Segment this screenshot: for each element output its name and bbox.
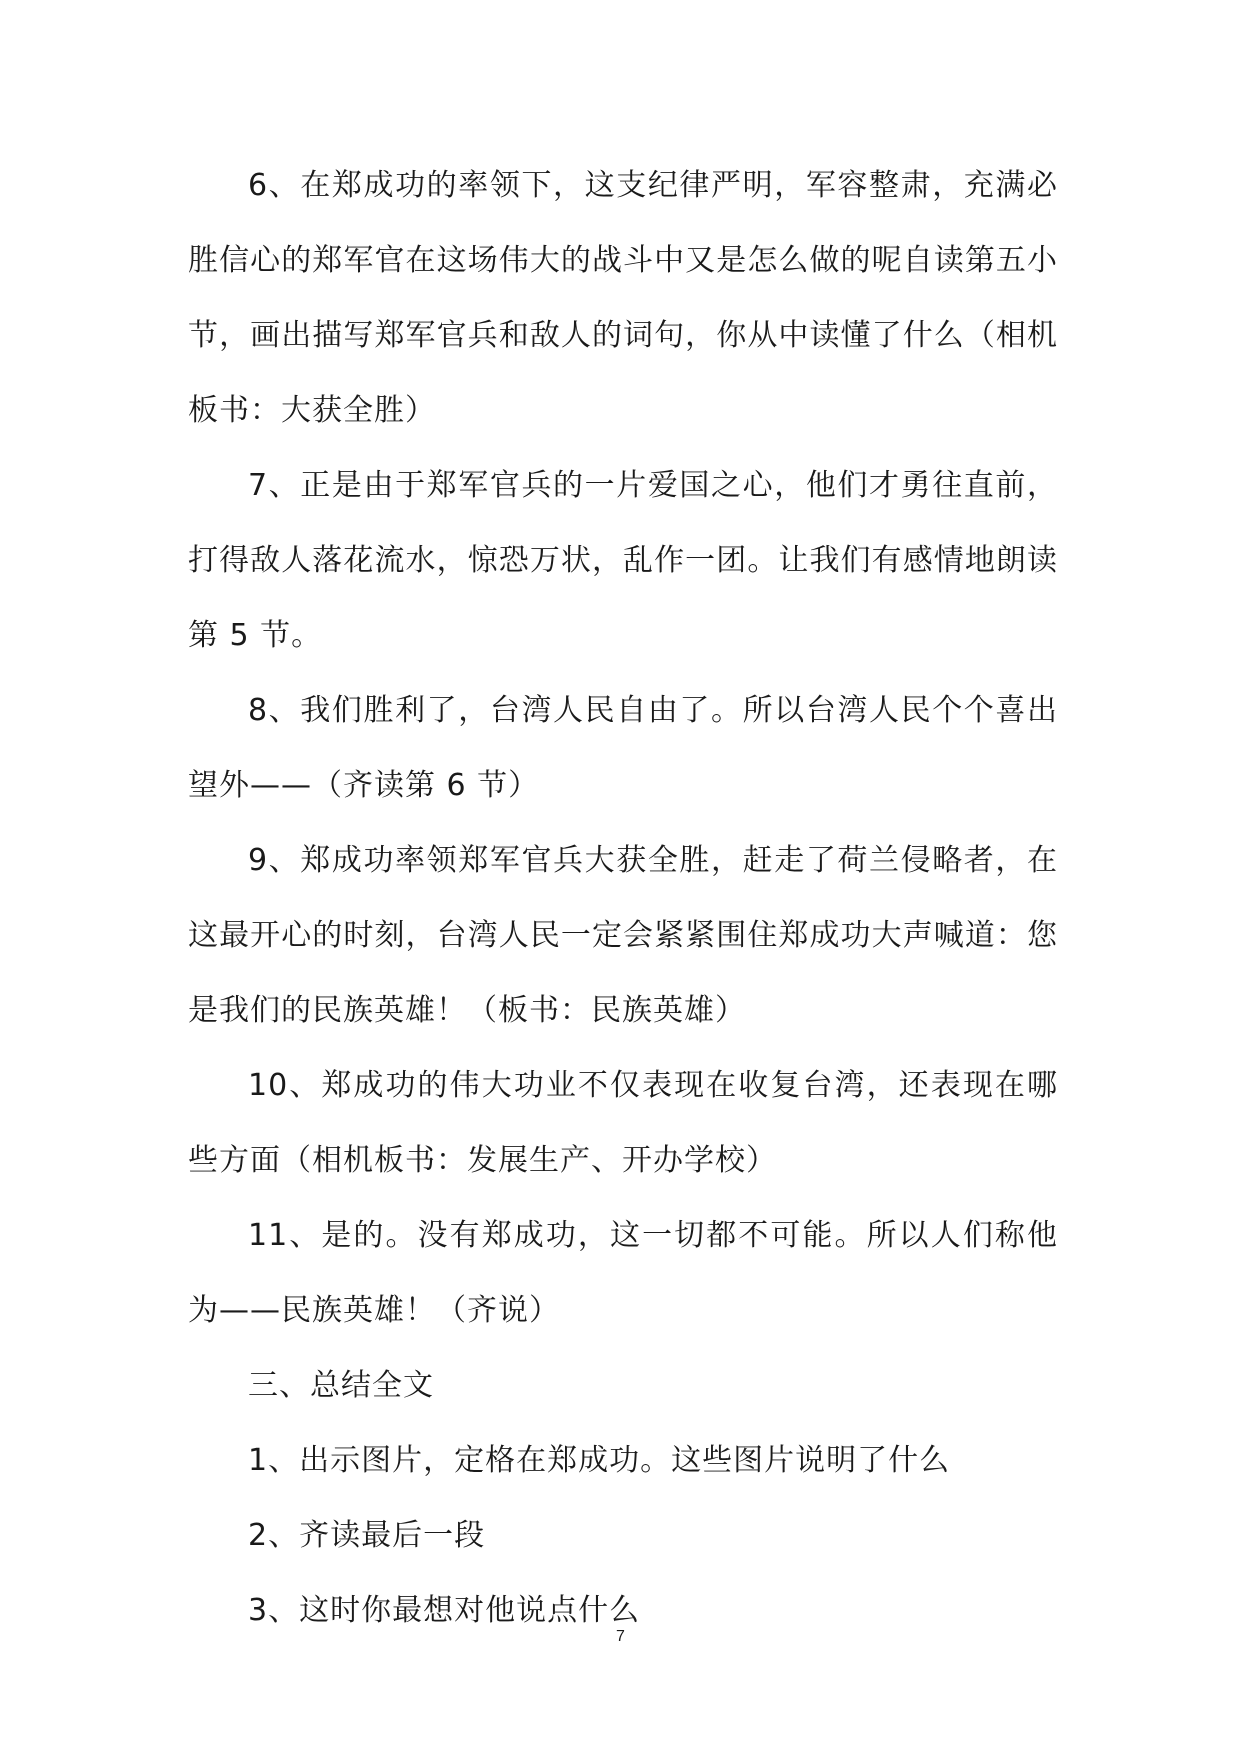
- paragraph-8: 8、我们胜利了，台湾人民自由了。所以台湾人民个个喜出望外——（齐读第 6 节）: [188, 693, 1058, 803]
- document-body: [188, 148, 1058, 1648]
- paragraph-11: 11、是的。没有郑成功，这一切都不可能。所以人们称他为——民族英雄！（齐说）: [188, 1218, 1058, 1328]
- paragraph-10: 10、郑成功的伟大功业不仅表现在收复台湾，还表现在哪些方面（相机板书：发展生产、开办学校）: [188, 1068, 1058, 1178]
- paragraph-6: 6、在郑成功的率领下，这支纪律严明，军容整肃，充满必胜信心的郑军官在这场伟大的战斗中又是怎么做的呢自读第五小节，画出描写郑军官兵和敌人的词句，你从中读懂了什么（相机板书：大获全胜）: [188, 168, 1058, 428]
- paragraph-9: 9、郑成功率领郑军官兵大获全胜，赶走了荷兰侵略者，在这最开心的时刻，台湾人民一定会紧紧围住郑成功大声喊道：您是我们的民族英雄！（板书：民族英雄）: [188, 843, 1058, 1028]
- summary-item-3: 3、这时你最想对他说点什么: [248, 1593, 641, 1628]
- page-number: 7: [616, 1628, 625, 1645]
- paragraph-7: 7、正是由于郑军官兵的一片爱国之心，他们才勇往直前，打得敌人落花流水，惊恐万状，乱作一团。让我们有感情地朗读第 5 节。: [188, 468, 1058, 653]
- summary-item-1: 1、出示图片，定格在郑成功。这些图片说明了什么: [248, 1443, 951, 1478]
- summary-item-2: 2、齐读最后一段: [248, 1518, 486, 1553]
- section-heading: 三、总结全文: [248, 1368, 434, 1403]
